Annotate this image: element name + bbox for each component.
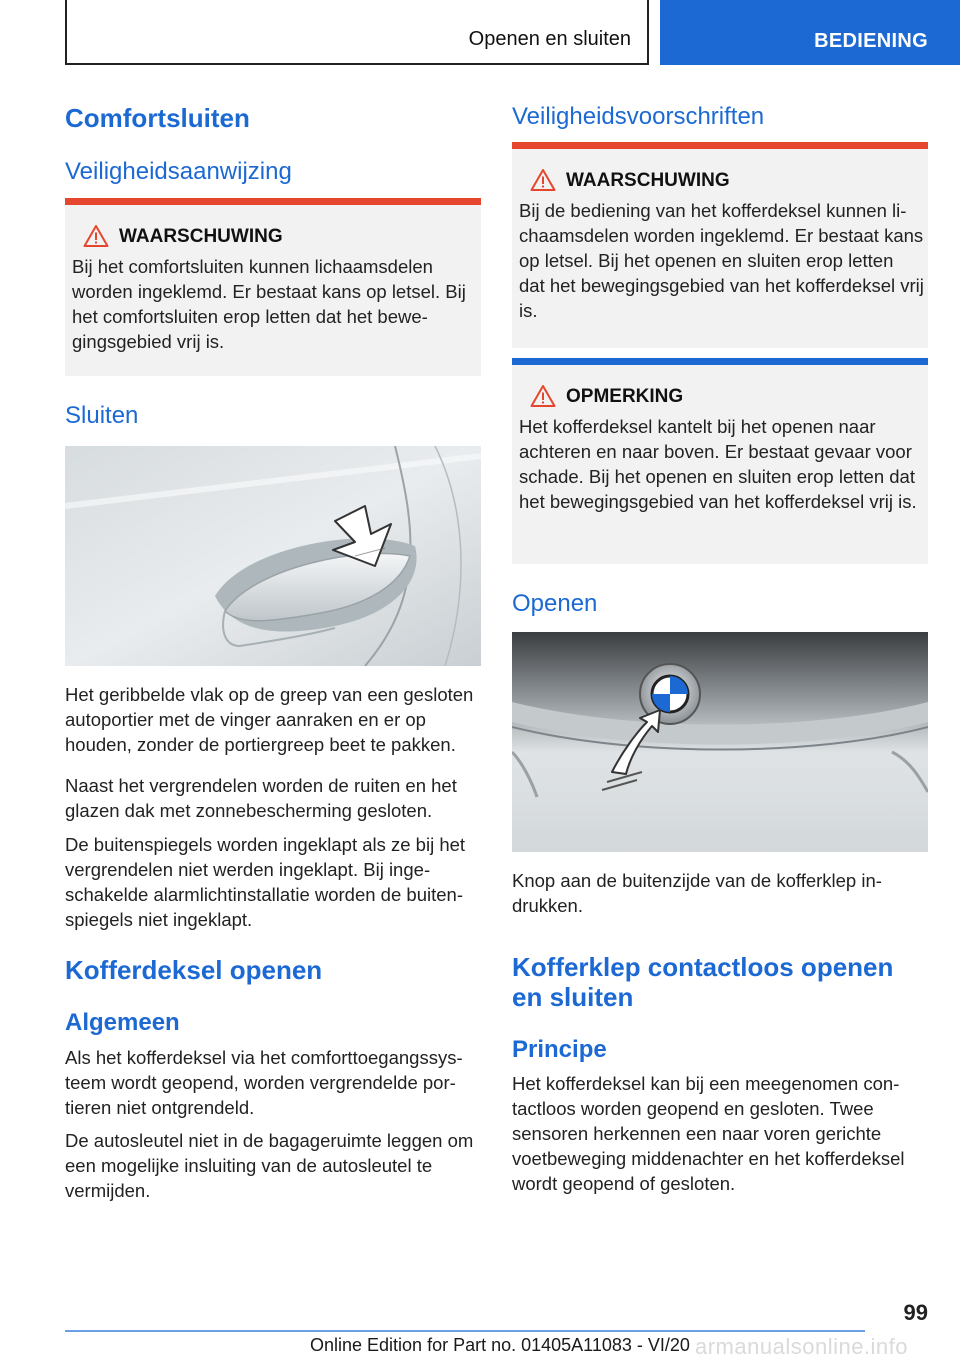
header-section-box — [65, 0, 649, 65]
watermark: armanualsonline.info — [695, 1334, 909, 1359]
warning-text: Bij de bediening van het kofferdeksel kunnen lichaamsdelen worden ingeklemd. Er bestaat kans op letsel. Bij het openen en sluiten erop letten dat het bewegingsgebied van het kofferdeksel vrij is. — [519, 200, 924, 321]
warning-title: WAARSCHUWING — [119, 226, 283, 247]
paragraph-key: De autosleutel niet in de bagageruimte leggen om een mogelijke insluiting van de autosleutel te vermijden. — [65, 1130, 474, 1201]
paragraph-grip: Het geribbelde vlak op de greep van een gesloten autoportier met de vinger aanraken en er op houden, zonder de portiergreep beet te pakken. — [65, 684, 474, 755]
heading-general: Algemeen — [65, 1009, 180, 1036]
page-number: 99 — [903, 1300, 928, 1325]
warning-text: Bij het comfortsluiten kunnen lichaamsdelen worden ingeklemd. Er bestaat kans op letsel. Bij het comfortsluiten erop letten dat het bewegingsgebied vrij is. — [72, 256, 466, 352]
heading-principle: Principe — [512, 1036, 607, 1063]
warning-box-trunk — [512, 142, 928, 348]
note-box-trunk — [512, 358, 928, 564]
warning-title: WAARSCHUWING — [566, 170, 730, 191]
heading-close: Sluiten — [65, 402, 139, 429]
warning-bar — [65, 198, 481, 205]
paragraph-mirrors: De buitenspiegels worden ingeklapt als ze bij het vergrendelen niet werden ingeklapt. Bij ingeschakelde alarmlichtinstallatie worden de buitenspiegels niet ingeklapt. — [65, 834, 466, 930]
warning-triangle-icon — [530, 384, 556, 408]
warning-box-comfort — [65, 198, 481, 376]
footer-edition: Online Edition for Part no. 01405A11083 - VI/20 — [310, 1335, 690, 1355]
paragraph-general: Als het kofferdeksel via het comforttoegangssysteem wordt geopend, worden vergrendelde portieren niet ontgrendeld. — [65, 1047, 463, 1118]
note-title: OPMERKING — [566, 386, 684, 407]
paragraph-button: Knop aan de buitenzijde van de kofferklep indrukken. — [512, 870, 882, 916]
note-text: Het kofferdeksel kantelt bij het openen naar achteren en naar boven. Er bestaat gevaar voor schade. Bij het openen en sluiten erop letten dat het bewegingsgebied van het kofferdeksel vrij is. — [519, 416, 917, 512]
door-handle-photo — [65, 446, 481, 666]
warning-triangle-icon — [530, 168, 556, 192]
footer-divider — [65, 1330, 865, 1332]
warning-triangle-icon — [83, 224, 109, 248]
heading-trunk-open: Kofferdeksel openen — [65, 955, 323, 985]
chapter-tab[interactable] — [660, 0, 960, 65]
trunk-button-photo — [512, 632, 928, 852]
heading-open: Openen — [512, 590, 598, 617]
heading-contactless: Kofferklep contactloos openen en sluiten — [512, 952, 894, 1012]
section-title: Openen en sluiten — [468, 28, 631, 50]
chapter-tab-label: BEDIENING — [814, 30, 928, 52]
warning-bar — [512, 142, 928, 149]
paragraph-windows: Naast het vergrendelen worden de ruiten en het glazen dak met zonnebescherming gesloten. — [65, 775, 457, 821]
heading-safety-rules: Veiligheidsvoorschriften — [512, 103, 765, 130]
paragraph-principle: Het kofferdeksel kan bij een meegenomen contactloos worden geopend en gesloten. Twee sensoren herkennen een naar voren gerichte voetbeweging middenachter en het kofferdeksel wordt geopend of gesloten. — [512, 1073, 905, 1194]
heading-comfort-close: Comfortsluiten — [65, 103, 250, 133]
note-bar — [512, 358, 928, 365]
heading-safety-note: Veiligheidsaanwijzing — [65, 158, 292, 185]
